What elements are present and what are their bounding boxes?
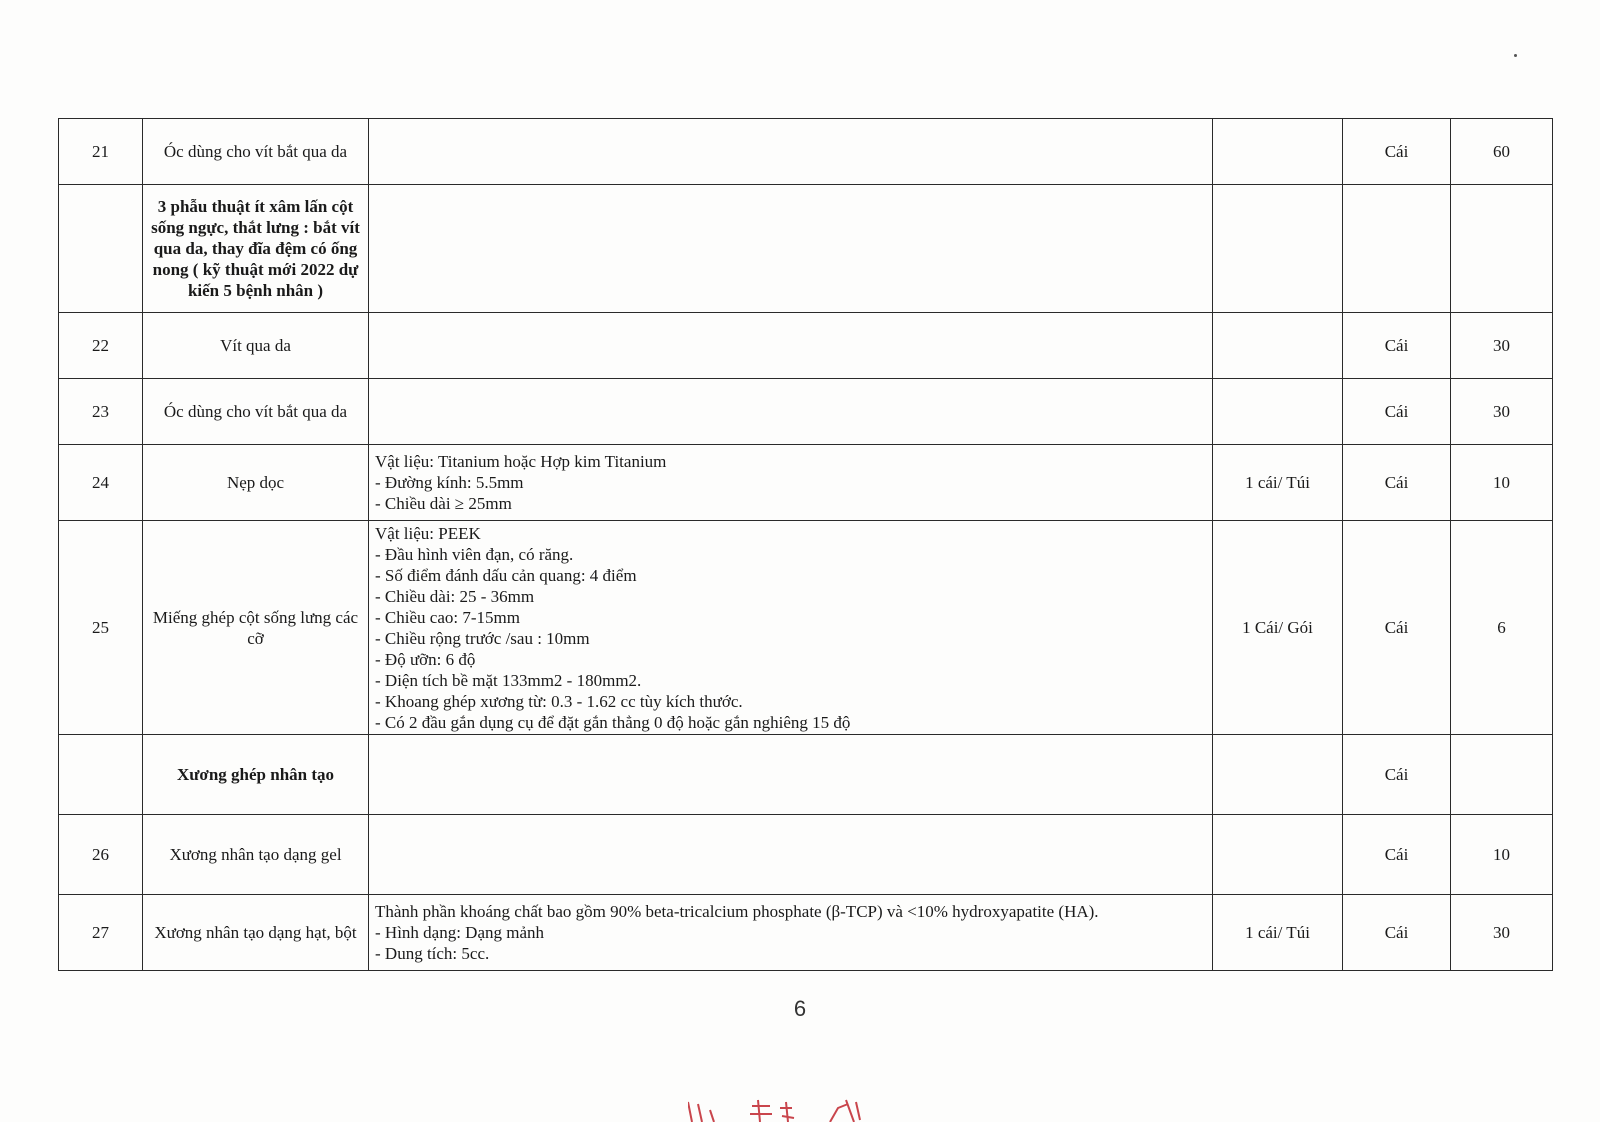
section-title: 3 phẫu thuật ít xâm lấn cột sống ngực, thắt lưng : bắt vít qua da, thay đĩa đệm có ống nong ( kỹ thuật mới 2022 dự kiến 5 bệnh nhân ) xyxy=(143,185,369,313)
item-unit: Cái xyxy=(1343,313,1451,379)
item-name: Nẹp dọc xyxy=(143,445,369,521)
item-unit: Cái xyxy=(1343,521,1451,735)
item-packaging xyxy=(1213,313,1343,379)
item-spec xyxy=(369,895,1213,971)
item-spec xyxy=(369,119,1213,185)
item-unit: Cái xyxy=(1343,119,1451,185)
item-spec xyxy=(369,815,1213,895)
item-spec xyxy=(369,185,1213,313)
item-unit xyxy=(1343,185,1451,313)
item-spec xyxy=(369,313,1213,379)
spec-line: - Độ ưỡn: 6 độ xyxy=(375,649,476,669)
row-number: 21 xyxy=(59,119,143,185)
item-spec xyxy=(369,521,1213,735)
item-unit: Cái xyxy=(1343,379,1451,445)
item-spec xyxy=(369,735,1213,815)
table-row-section xyxy=(59,185,1553,313)
table-row xyxy=(59,815,1553,895)
spec-line: - Chiều cao: 7-15mm xyxy=(375,607,520,627)
item-name: Miếng ghép cột sống lưng các cỡ xyxy=(143,521,369,735)
row-number: 23 xyxy=(59,379,143,445)
row-number xyxy=(59,185,143,313)
item-name: Xương nhân tạo dạng gel xyxy=(143,815,369,895)
spec-line: - Đầu hình viên đạn, có răng. xyxy=(375,544,574,564)
spec-line: - Có 2 đầu gắn dụng cụ để đặt gắn thẳng 0 độ hoặc gắn nghiêng 15 độ xyxy=(375,712,851,732)
table-row xyxy=(59,313,1553,379)
table-row-section xyxy=(59,735,1553,815)
row-number: 24 xyxy=(59,445,143,521)
spec-line: Vật liệu: PEEK xyxy=(375,523,481,543)
row-number: 25 xyxy=(59,521,143,735)
spec-line: Thành phần khoáng chất bao gồm 90% beta-tricalcium phosphate (β-TCP) và <10% hydroxyapatite (HA). xyxy=(375,902,1099,921)
item-unit: Cái xyxy=(1343,735,1451,815)
item-packaging xyxy=(1213,119,1343,185)
red-stamp-fragment xyxy=(688,1096,878,1122)
item-quantity: 30 xyxy=(1451,895,1553,971)
spec-line: - Hình dạng: Dạng mảnh xyxy=(375,923,545,942)
item-quantity: 30 xyxy=(1451,379,1553,445)
row-number: 22 xyxy=(59,313,143,379)
spec-line: - Chiều dài ≥ 25mm xyxy=(375,494,512,513)
item-packaging: 1 cái/ Túi xyxy=(1213,445,1343,521)
item-spec xyxy=(369,379,1213,445)
item-name: Xương nhân tạo dạng hạt, bột xyxy=(143,895,369,971)
item-quantity: 60 xyxy=(1451,119,1553,185)
spec-line: - Chiều rộng trước /sau : 10mm xyxy=(375,628,590,648)
item-packaging: 1 Cái/ Gói xyxy=(1213,521,1343,735)
item-name: Vít qua da xyxy=(143,313,369,379)
item-quantity: 10 xyxy=(1451,445,1553,521)
item-packaging xyxy=(1213,185,1343,313)
spec-line: - Dung tích: 5cc. xyxy=(375,944,490,963)
table-row xyxy=(59,521,1553,735)
item-quantity xyxy=(1451,735,1553,815)
row-number: 27 xyxy=(59,895,143,971)
table-row xyxy=(59,445,1553,521)
item-quantity: 6 xyxy=(1451,521,1553,735)
spec-line: - Chiều dài: 25 - 36mm xyxy=(375,586,535,606)
item-unit: Cái xyxy=(1343,895,1451,971)
table-row xyxy=(59,379,1553,445)
table-row xyxy=(59,895,1553,971)
spec-line: - Đường kính: 5.5mm xyxy=(375,473,524,492)
item-quantity xyxy=(1451,185,1553,313)
item-packaging xyxy=(1213,735,1343,815)
item-quantity: 10 xyxy=(1451,815,1553,895)
spec-line: - Số điểm đánh dấu cản quang: 4 điểm xyxy=(375,565,637,585)
table-row xyxy=(59,119,1553,185)
item-spec xyxy=(369,445,1213,521)
item-unit: Cái xyxy=(1343,815,1451,895)
spec-line: Vật liệu: Titanium hoặc Hợp kim Titanium xyxy=(375,452,667,471)
item-name: Óc dùng cho vít bắt qua da xyxy=(143,119,369,185)
spec-line: - Diện tích bề mặt 133mm2 - 180mm2. xyxy=(375,670,642,690)
page-number: 6 xyxy=(793,996,807,1021)
item-packaging: 1 cái/ Túi xyxy=(1213,895,1343,971)
equipment-table xyxy=(58,118,1553,971)
scan-speck xyxy=(1514,54,1517,57)
item-unit: Cái xyxy=(1343,445,1451,521)
item-name: Óc dùng cho vít bắt qua da xyxy=(143,379,369,445)
item-packaging xyxy=(1213,815,1343,895)
row-number xyxy=(59,735,143,815)
spec-line: - Khoang ghép xương từ: 0.3 - 1.62 cc tùy kích thước. xyxy=(375,691,743,711)
section-title: Xương ghép nhân tạo xyxy=(143,735,369,815)
item-quantity: 30 xyxy=(1451,313,1553,379)
row-number: 26 xyxy=(59,815,143,895)
item-packaging xyxy=(1213,379,1343,445)
